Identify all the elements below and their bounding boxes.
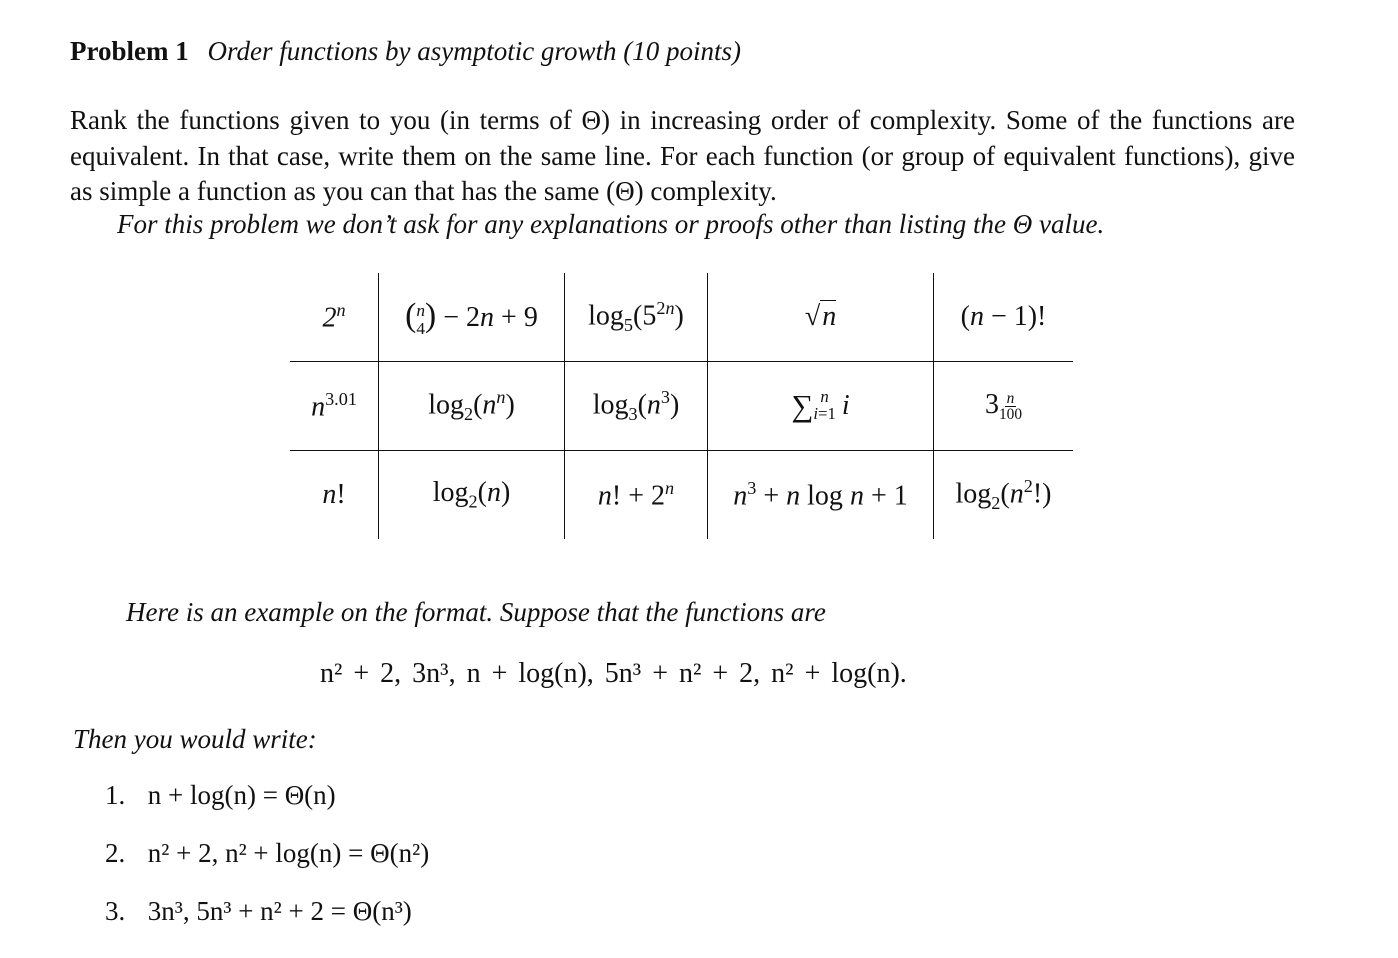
table-cell: ∑ n i=1 i <box>708 362 934 451</box>
table-cell: n! + $2^n$ <box>565 451 708 540</box>
table-cell: $\log_2(n)$ <box>379 451 565 540</box>
table-row <box>290 362 1073 451</box>
table-cell: $\log_2(n^2!)$ <box>934 451 1074 540</box>
table-cell: $n^3 + n$ log n + 1 <box>708 451 934 540</box>
list-item <box>105 838 429 896</box>
table-cell: 3 $\frac{n}{100}$ <box>934 362 1074 451</box>
table-cell: 2$^n$ <box>322 299 346 334</box>
problem-title: Order functions by asymptotic growth (10 points) <box>207 36 741 66</box>
functions-table <box>290 273 1073 539</box>
answer-text: n + log(n) = Θ(n) <box>147 780 336 810</box>
table-row <box>290 451 1073 540</box>
list-number: 3. <box>105 896 126 926</box>
answer-text: 3n³, 5n³ + n² + 2 = Θ(n³) <box>147 896 412 926</box>
list-item <box>105 780 429 838</box>
table-cell: $\log_2(n^n)$ <box>379 362 565 451</box>
list-number: 2. <box>105 838 126 868</box>
answer-list <box>105 780 429 954</box>
example-intro: Here is an example on the format. Suppose that the functions are <box>126 597 826 627</box>
answer-text: n² + 2, n² + log(n) = Θ(n²) <box>147 838 430 868</box>
instructions-note: For this problem we don’t ask for any explanations or proofs other than listing the Θ value. <box>117 209 1105 239</box>
table-cell: $\log_3(n^3)$ <box>565 362 708 451</box>
table-row <box>290 273 1073 362</box>
table-cell: n! <box>290 451 379 540</box>
table-cell: (n − 1)! <box>934 273 1074 362</box>
table-cell: ( n 4 ) − 2n + 9 <box>379 273 565 362</box>
list-item <box>105 896 429 954</box>
problem-number: Problem 1 <box>70 36 189 66</box>
example-functions: n² + 2, 3n³, n + log(n), 5n³ + n² + 2, n² + log(n). <box>320 658 907 689</box>
table-cell: √n <box>708 273 934 362</box>
list-number: 1. <box>105 780 126 810</box>
problem-heading <box>70 36 741 67</box>
instructions-paragraph: Rank the functions given to you (in terms of Θ) in increasing order of complexity. Some of the functions are equivalent. In that case, write them on the same line. For each function (or group of equivalent functions), give as simple a function as you can that has the same (Θ) complexity. <box>70 105 1295 206</box>
then-text: Then you would write: <box>73 724 317 754</box>
table-cell: $n^{3.01}$ <box>290 362 379 451</box>
table-cell: $\log_5(5^{2n})$ <box>565 273 708 362</box>
